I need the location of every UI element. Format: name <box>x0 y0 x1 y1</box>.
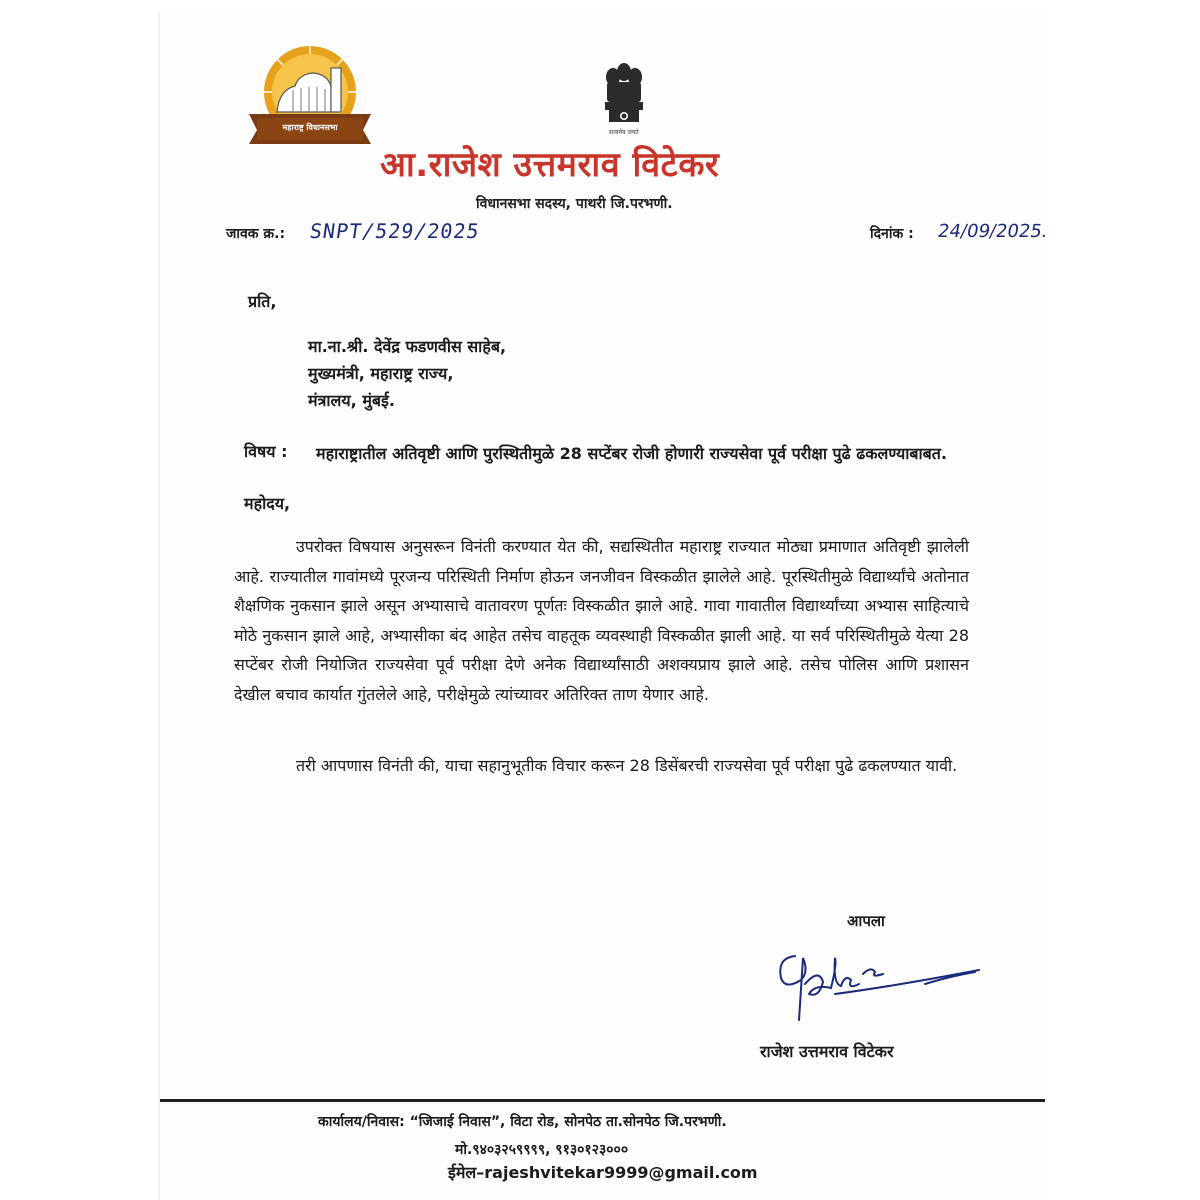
national-emblem <box>593 60 655 138</box>
valediction: आपला <box>847 912 885 930</box>
signer-name: राजेश उत्तमराव विटेकर <box>760 1042 894 1061</box>
subject-text: महाराष्ट्रातील अतिवृष्टी आणि पुरस्थितीमुळे 28 सप्टेंबर रोजी होणारी राज्यसेवा पूर्व परीक्षा पुढे ढकलण्याबाबत. <box>316 444 947 463</box>
subject-label: विषय : <box>244 442 288 461</box>
recipient-line-2: मुख्यमंत्री, महाराष्ट्र राज्य, <box>308 364 454 383</box>
body-paragraph-1: उपरोक्त विषयास अनुसरून विनंती करण्यात येत की, सद्यस्थितीत महाराष्ट्र राज्यात मोठ्या प्रमाणात अतिवृष्टी झालेली आहे. राज्यातील गावांमध्ये पूरजन्य परिस्थिती निर्माण होऊन जनजीवन विस्कळीत झालेले आहे. पूरस्थितीमुळे विद्यार्थ्यांचे अतोनात शैक्षणिक नुकसान झाले असून अभ्यासाचे वातावरण पूर्णतः विस्कळीत झाले आहे. गावा गावातील विद्यार्थ्यांच्या अभ्यास साहित्याचे मोठे नुकसान झाले आहे, अभ्यासीका बंद आहेत तसेच वाहतूक व्यवस्थाही विस्कळीत झाली आहे. या सर्व परिस्थितीमुळे येत्या 28 सप्टेंबर रोजी नियोजित राज्यसेवा पूर्व परीक्षा देणे अनेक विद्यार्थ्यांसाठी अशक्यप्राय झाले आहे. तसेच पोलिस आणि प्रशासन देखील बचाव कार्यात गुंतलेले आहे, परीक्षेमुळे त्यांच्यावर अतिरिक्त ताण येणार आहे. <box>234 537 969 704</box>
footer-address: कार्यालय/निवास: “जिजाई निवास”, विटा रोड, सोनपेठ ता.सोनपेठ जि.परभणी. <box>318 1114 727 1130</box>
date-value: 24/09/2025. <box>936 221 1050 242</box>
reference-number: SNPT/529/2025 <box>308 219 482 243</box>
letterhead-name: आ.राजेश उत्तमराव विटेकर <box>380 145 720 185</box>
emblem-motto: सत्यमेव जयते <box>609 129 639 136</box>
recipient-line-1: मा.ना.श्री. देवेंद्र फडणवीस साहेब, <box>308 337 507 356</box>
recipient-line-3: मंत्रालय, मुंबई. <box>308 391 395 410</box>
reference-label: जावक क्र.: <box>226 226 286 242</box>
date-label: दिनांक : <box>870 226 914 242</box>
footer-phone: मो.९४०३२५९९९९, ९१३०१२३००० <box>455 1142 629 1158</box>
footer-divider <box>160 1099 1045 1102</box>
body-paragraph-2: तरी आपणास विनंती की, याचा सहानुभूतीक विचार करून 28 डिसेंबरची राज्यसेवा पूर्व परीक्षा पुढे ढकलण्यात यावी. <box>296 756 958 775</box>
vidhan-sabha-logo <box>235 40 385 152</box>
letterhead-designation: विधानसभा सदस्य, पाथरी जि.परभणी. <box>476 196 673 212</box>
recipient-prefix: प्रति, <box>248 292 277 311</box>
signature-image <box>775 928 985 1028</box>
logo-caption: महाराष्ट्र विधानसभा <box>282 123 338 132</box>
footer-email: ईमेल–rajeshvitekar9999@gmail.com <box>448 1163 758 1182</box>
salutation: महोदय, <box>244 494 291 513</box>
